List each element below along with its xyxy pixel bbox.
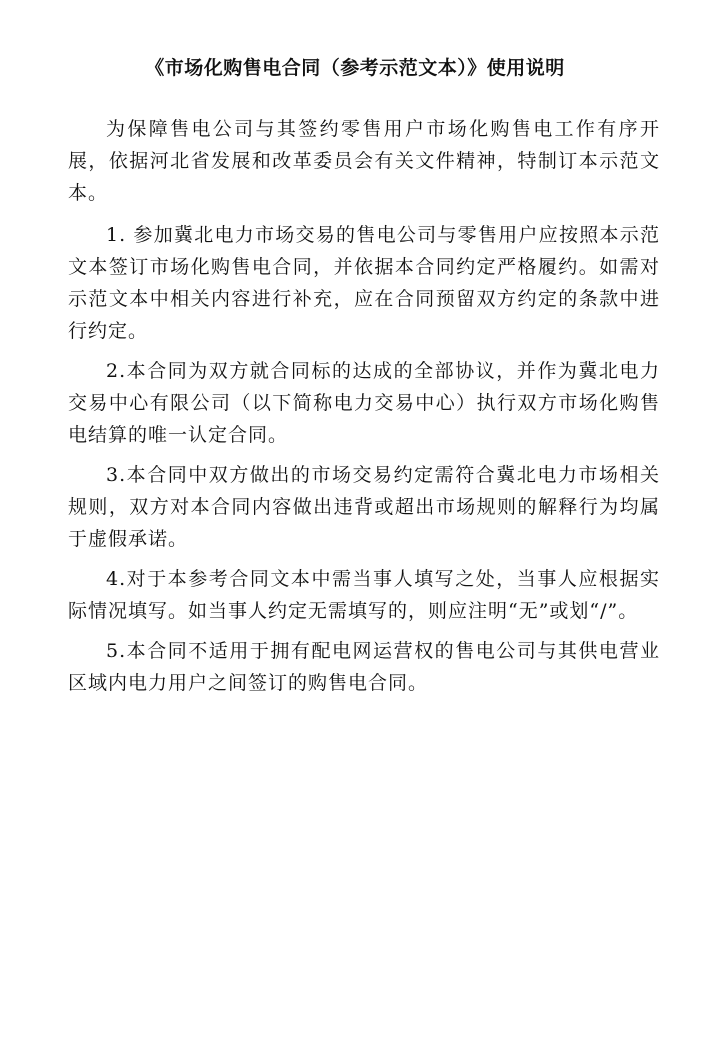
list-item-3: 3.本合同中双方做出的市场交易约定需符合冀北电力市场相关规则，双方对本合同内容做出违背或超出市场规则的解释行为均属于虚假承诺。 xyxy=(68,464,660,550)
intro-paragraph: 为保障售电公司与其签约零售用户市场化购售电工作有序开展，依据河北省发展和改革委员会有关文件精神，特制订本示范文本。 xyxy=(68,118,660,204)
list-item-5: 5.本合同不适用于拥有配电网运营权的售电公司与其供电营业区域内电力用户之间签订的购售电合同。 xyxy=(68,640,660,694)
list-item-4: 4.对于本参考合同文本中需当事人填写之处，当事人应根据实际情况填写。如当事人约定无需填写的，则应注明“无”或划“/”。 xyxy=(68,568,660,622)
document-title: 《市场化购售电合同（参考示范文本）》使用说明 xyxy=(145,57,565,79)
document-body xyxy=(68,113,660,707)
list-item-2: 2.本合同为双方就合同标的达成的全部协议，并作为冀北电力交易中心有限公司（以下简称电力交易中心）执行双方市场化购售电结算的唯一认定合同。 xyxy=(68,360,660,446)
list-item-1: 1. 参加冀北电力市场交易的售电公司与零售用户应按照本示范文本签订市场化购售电合同，并依据本合同约定严格履约。如需对示范文本中相关内容进行补充，应在合同预留双方约定的条款中进行约定。 xyxy=(68,224,660,342)
